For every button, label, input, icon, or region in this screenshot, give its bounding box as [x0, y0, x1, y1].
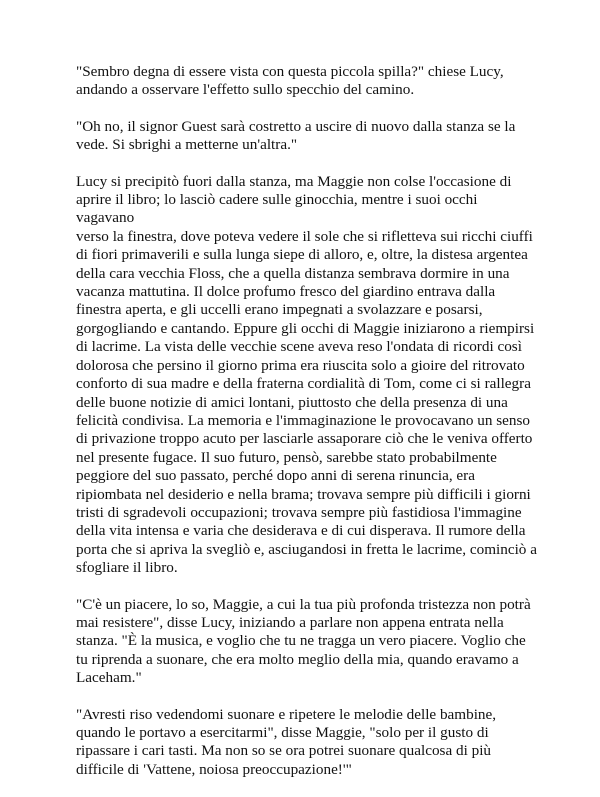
document-page: [76, 63, 538, 797]
paragraph: "Avresti riso vedendomi suonare e ripetere le melodie delle bambine, quando le portavo a esercitarmi", disse Maggie, "solo per il gusto di ripassare i cari tasti. Ma non so se ora potrei suonare qualcosa di più difficile di 'Vattene, noiosa preoccupazione!'": [76, 705, 497, 778]
paragraph: "Sembro degna di essere vista con questa piccola spilla?" chiese Lucy, andando a osservare l'effetto sullo specchio del camino.: [76, 63, 504, 99]
paragraph: Lucy si precipitò fuori dalla stanza, ma Maggie non colse l'occasione di aprire il libro; lo lasciò cadere sulle ginocchia, mentre i suoi occhi vagavano verso la finestra, dove poteva vedere il sole che si rifletteva sui ricchi ciuffi di fiori primaverili e sulla lunga siepe di alloro, e, oltre, la distesa argentea della cara vecchia Floss, che a quella distanza sembrava dormire in una vacanza mattutina. Il dolce profumo fresco del giardino entrava dalla finestra aperta, e gli uccelli erano impegnati a svolazzare e posarsi, gorgogliando e cantando. Eppure gli occhi di Maggie iniziarono a riempirsi di lacrime. La vista delle vecchie scene aveva reso l'ondata di ricordi così dolorosa che persino il giorno prima era riuscita solo a gioire del ritrovato conforto di sua madre e della fraterna cordialità di Tom, come ci si rallegra delle buone notizie di amici lontani, piuttosto che della presenza di una felicità condivisa. La memoria e l'immaginazione le provocavano un senso di privazione troppo acuto per lasciarle assaporare ciò che le veniva offerto nel presente fugace. Il suo futuro, pensò, sarebbe stato probabilmente peggiore del suo passato, perché dopo anni di serena rinuncia, era ripiombata nel desiderio e nella brama; trovava sempre più difficili i giorni tristi di sgradevoli occupazioni; trovava sempre più fastidiosa l'immagine della vita intensa e varia che desiderava e di cui disperava. Il rumore della porta che si apriva la svegliò e, asciugandosi in fretta le lacrime, cominciò a sfogliare il libro.: [76, 172, 537, 577]
paragraph: "C'è un piacere, lo so, Maggie, a cui la tua più profonda tristezza non potrà mai resistere", disse Lucy, iniziando a parlare non appena entrata nella stanza. "È la musica, e voglio che tu ne tragga un vero piacere. Voglio che tu riprenda a suonare, che era molto meglio della mia, quando eravamo a Laceham.": [76, 595, 531, 687]
paragraph: "Oh no, il signor Guest sarà costretto a uscire di nuovo dalla stanza se la vede. Si sbrighi a metterne un'altra.": [76, 117, 516, 154]
